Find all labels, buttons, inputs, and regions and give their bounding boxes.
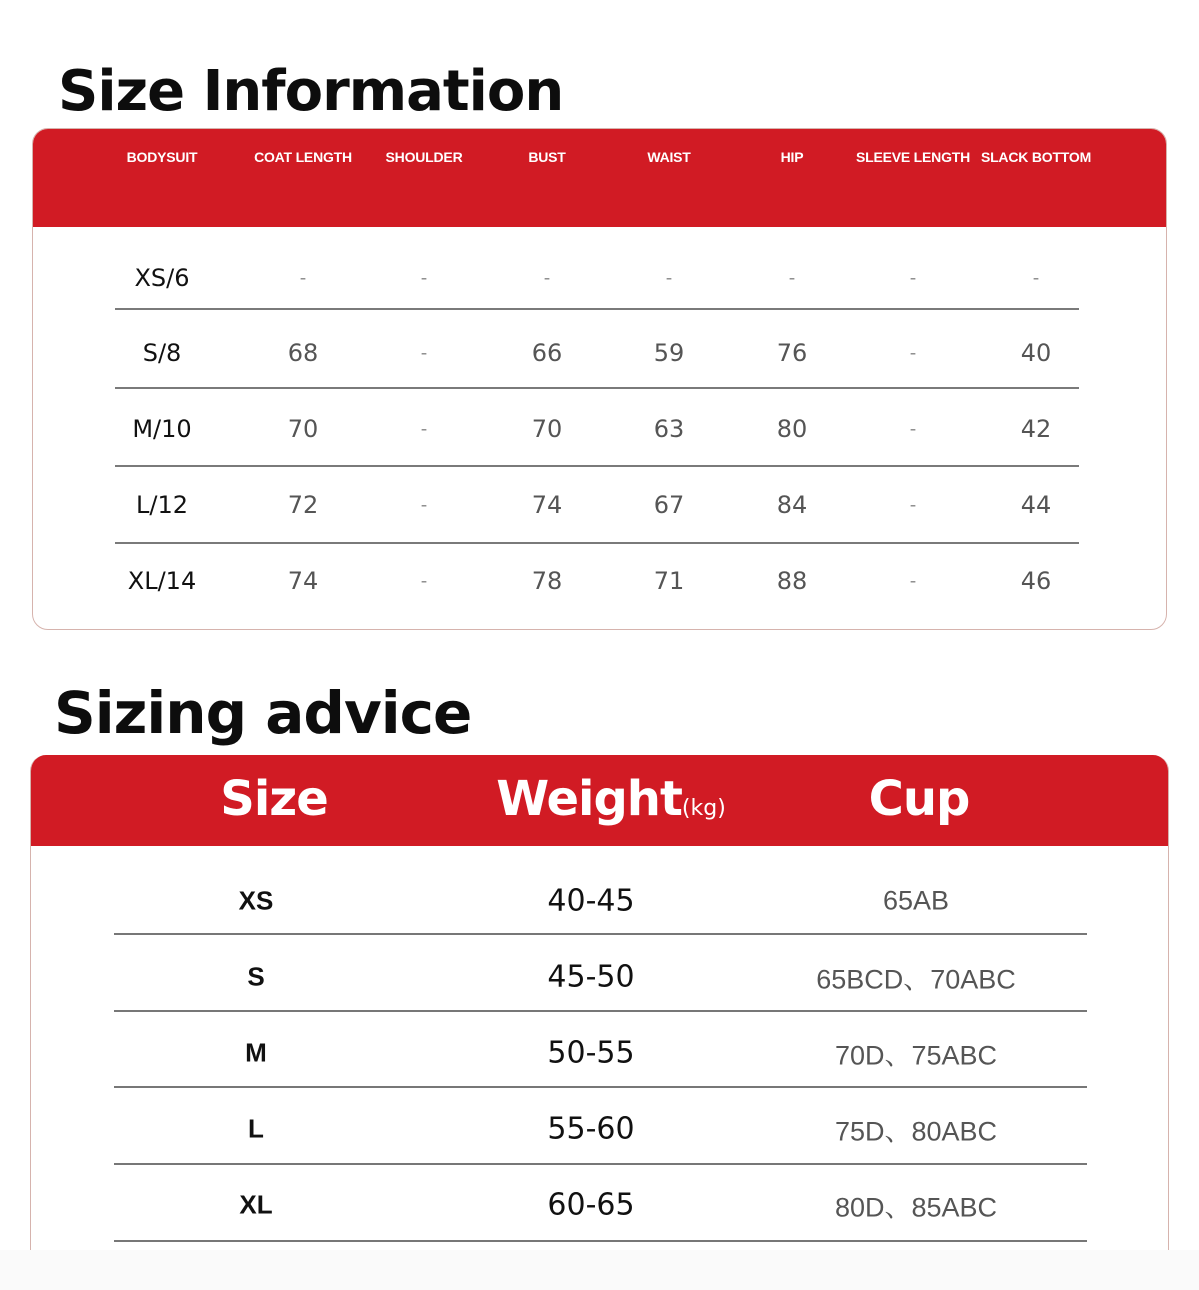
table-row <box>33 240 1166 316</box>
measurement-cell: - <box>543 267 551 289</box>
row-divider <box>115 387 1079 389</box>
measurement-cell: - <box>909 570 917 592</box>
measurement-cell: - <box>909 342 917 364</box>
size-info-header-bodysuit: BODYSUIT <box>126 149 198 165</box>
measurement-cell: - <box>1032 267 1040 289</box>
cup-sizes: 65AB <box>882 885 950 916</box>
table-row <box>31 1015 1168 1091</box>
table-row <box>33 467 1166 543</box>
size-label: XL <box>239 1189 273 1220</box>
table-row <box>33 315 1166 391</box>
measurement-cell: 74 <box>287 567 319 595</box>
measurement-cell: 68 <box>287 339 319 367</box>
size-info-header-waist: WAIST <box>647 149 691 165</box>
table-row <box>33 391 1166 467</box>
weight-column-header <box>496 771 726 827</box>
cup-sizes: 75D、80ABC <box>834 1116 998 1147</box>
weight-header-label: Weight <box>496 771 682 827</box>
measurement-cell: 63 <box>653 415 685 443</box>
size-label: L <box>248 1113 264 1144</box>
row-divider <box>114 1240 1087 1242</box>
measurement-cell: - <box>420 342 428 364</box>
size-info-header-sleeve-length: SLEEVE LENGTH <box>855 149 971 165</box>
measurement-cell: 70 <box>287 415 319 443</box>
cup-sizes: 65BCD、70ABC <box>816 964 1016 995</box>
table-row <box>31 1091 1168 1167</box>
size-label: S <box>247 961 265 992</box>
row-divider <box>115 465 1079 467</box>
bottom-edge <box>0 1250 1199 1290</box>
measurement-cell: - <box>299 267 307 289</box>
sizing-advice-header-band <box>31 755 1168 846</box>
size-info-header-hip: HIP <box>780 149 804 165</box>
measurement-cell: 40 <box>1020 339 1052 367</box>
measurement-cell: - <box>420 570 428 592</box>
size-label: XS/6 <box>134 264 190 292</box>
measurement-cell: 78 <box>531 567 563 595</box>
measurement-cell: 72 <box>287 491 319 519</box>
row-divider <box>114 1163 1087 1165</box>
weight-range: 40-45 <box>547 883 635 919</box>
size-information-table <box>32 128 1167 630</box>
measurement-cell: 66 <box>531 339 563 367</box>
measurement-cell: 67 <box>653 491 685 519</box>
row-divider <box>114 1010 1087 1012</box>
measurement-cell: - <box>665 267 673 289</box>
sizing-advice-table <box>30 755 1169 1275</box>
measurement-cell: 88 <box>776 567 808 595</box>
size-label: M <box>245 1037 267 1068</box>
weight-range: 45-50 <box>547 959 635 995</box>
measurement-cell: - <box>420 267 428 289</box>
row-divider <box>114 933 1087 935</box>
measurement-cell: 42 <box>1020 415 1052 443</box>
size-info-header-shoulder: SHOULDER <box>385 149 463 165</box>
table-row <box>31 1167 1168 1243</box>
size-info-header-bust: BUST <box>528 149 566 165</box>
measurement-cell: - <box>909 418 917 440</box>
sizing-advice-title: Sizing advice <box>54 679 472 747</box>
measurement-cell: 74 <box>531 491 563 519</box>
row-divider <box>115 308 1079 310</box>
measurement-cell: 46 <box>1020 567 1052 595</box>
measurement-cell: - <box>909 267 917 289</box>
cup-sizes: 80D、85ABC <box>834 1192 998 1223</box>
weight-range: 60-65 <box>547 1187 635 1223</box>
weight-range: 55-60 <box>547 1111 635 1147</box>
table-row <box>31 863 1168 939</box>
measurement-cell: 76 <box>776 339 808 367</box>
size-label: M/10 <box>132 415 192 443</box>
weight-range: 50-55 <box>547 1035 635 1071</box>
size-label: XL/14 <box>127 567 197 595</box>
measurement-cell: 80 <box>776 415 808 443</box>
cup-column-header: Cup <box>868 771 970 827</box>
row-divider <box>114 1086 1087 1088</box>
measurement-cell: - <box>420 418 428 440</box>
size-label: XS <box>238 885 274 916</box>
measurement-cell: 44 <box>1020 491 1052 519</box>
size-label: S/8 <box>142 339 182 367</box>
size-information-title: Size Information <box>58 59 564 124</box>
table-row <box>33 543 1166 619</box>
size-column-header: Size <box>220 771 328 827</box>
measurement-cell: 59 <box>653 339 685 367</box>
size-info-header-coat-length: COAT LENGTH <box>254 149 352 165</box>
size-label: L/12 <box>136 491 188 519</box>
measurement-cell: 70 <box>531 415 563 443</box>
measurement-cell: - <box>420 494 428 516</box>
measurement-cell: 84 <box>776 491 808 519</box>
weight-header-unit: (kg) <box>681 796 726 821</box>
size-info-header-slack-bottom: SLACK BOTTOM <box>980 149 1092 165</box>
measurement-cell: 71 <box>653 567 685 595</box>
size-information-header-band <box>33 129 1166 227</box>
cup-sizes: 70D、75ABC <box>834 1040 998 1071</box>
measurement-cell: - <box>788 267 796 289</box>
row-divider <box>115 542 1079 544</box>
table-row <box>31 939 1168 1015</box>
measurement-cell: - <box>909 494 917 516</box>
